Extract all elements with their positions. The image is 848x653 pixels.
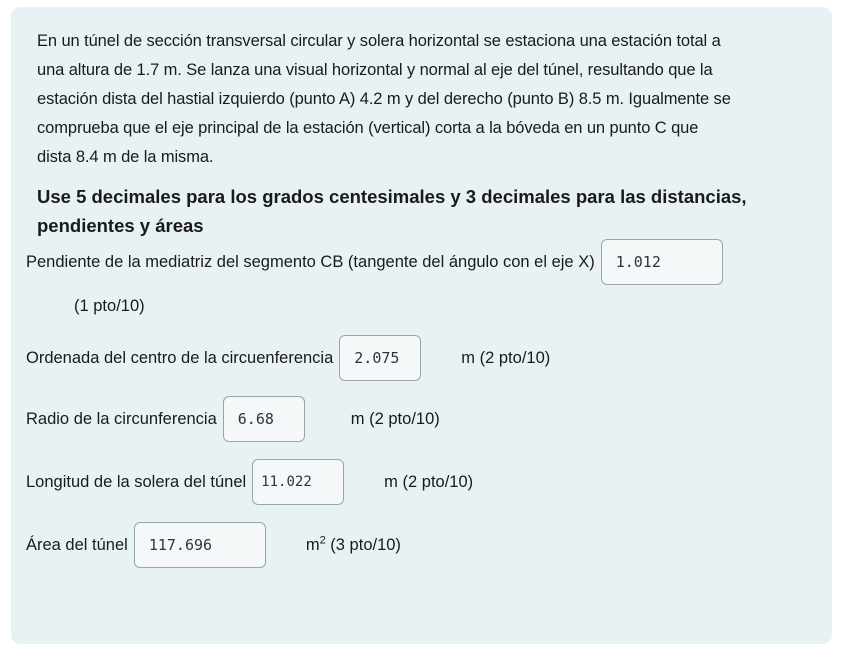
- answer-field-area[interactable]: 117.696: [134, 522, 266, 568]
- question-radius: [26, 396, 440, 442]
- question-mediatriz-slope: [26, 239, 723, 285]
- points-label: (3 pto/10): [330, 535, 401, 554]
- question-label: Pendiente de la mediatriz del segmento CB (tangente del ángulo con el eje X): [26, 252, 595, 271]
- statement-line: En un túnel de sección transversal circular y solera horizontal se estaciona una estación total a: [37, 32, 721, 50]
- unit-exponent: 2: [319, 534, 326, 546]
- question-unit-points: [384, 473, 473, 492]
- question-label: Ordenada del centro de la circuenferencia: [26, 348, 334, 367]
- points-label: (2 pto/10): [402, 472, 474, 491]
- question-label: Área del túnel: [26, 535, 128, 554]
- statement-line: dista 8.4 m de la misma.: [37, 148, 214, 166]
- question-label: Longitud de la solera del túnel: [26, 472, 247, 491]
- question-points: (1 pto/10): [74, 297, 145, 315]
- statement-line: una altura de 1.7 m. Se lanza una visual horizontal y normal al eje del túnel, resultando que la: [37, 61, 713, 79]
- statement-line: comprueba que el eje principal de la estación (vertical) corta a la bóveda en un punto C que: [37, 119, 699, 137]
- answer-field-slope[interactable]: 1.012: [601, 239, 723, 285]
- unit-label: m: [461, 348, 476, 367]
- question-center-ordinate: [26, 335, 550, 381]
- question-unit-points: [306, 536, 401, 555]
- question-unit-points: [461, 349, 550, 368]
- question-unit-points: [351, 410, 440, 429]
- decimals-instruction: Use 5 decimales para los grados centesimales y 3 decimales para las distancias, pendientes y áreas: [37, 186, 747, 236]
- question-solera-length: [26, 459, 473, 505]
- answer-field-ordinate[interactable]: 2.075: [339, 335, 421, 381]
- problem-statement: [37, 27, 808, 172]
- unit-label: m: [384, 472, 398, 491]
- answer-field-solera[interactable]: 11.022: [252, 459, 344, 505]
- points-label: (2 pto/10): [479, 348, 551, 367]
- points-label: (2 pto/10): [369, 409, 440, 428]
- question-tunnel-area: [26, 522, 401, 568]
- unit-label: m: [350, 409, 365, 428]
- unit-label: m: [305, 535, 320, 554]
- statement-line: estación dista del hastial izquierdo (punto A) 4.2 m y del derecho (punto B) 8.5 m. Igualmente se: [37, 90, 731, 108]
- question-label: Radio de la circunferencia: [26, 409, 217, 428]
- answer-field-radius[interactable]: 6.68: [223, 396, 305, 442]
